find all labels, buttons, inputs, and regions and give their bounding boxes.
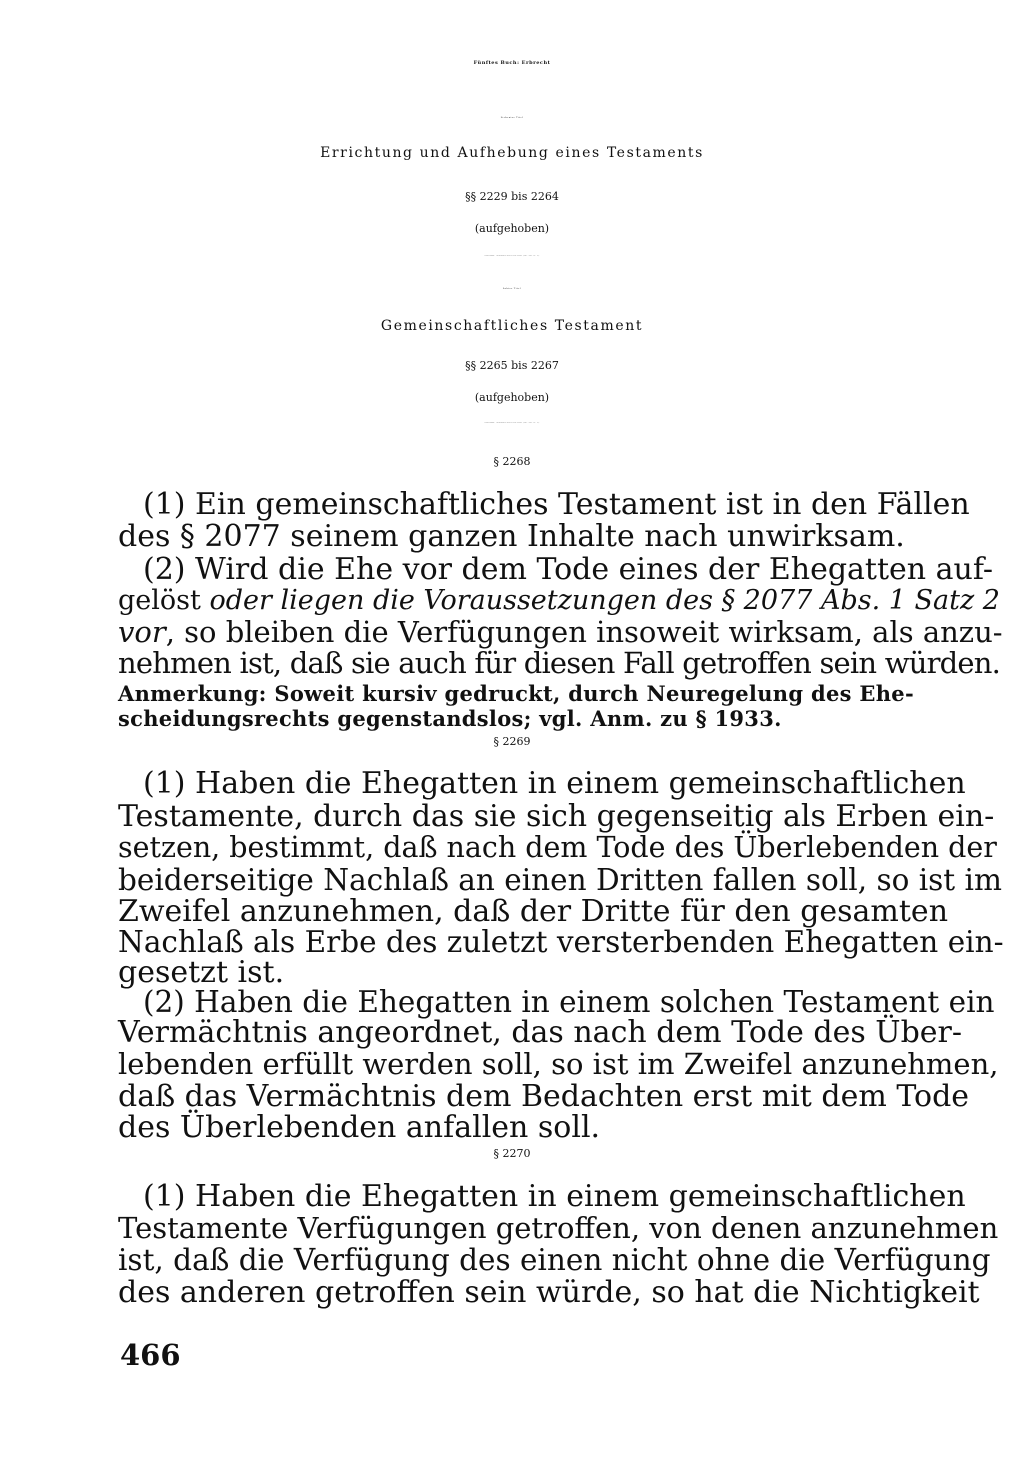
text-line: Testamente Verfügungen getroffen, von denen anzunehmen	[118, 1211, 999, 1245]
text-line: beiderseitige Nachlaß an einen Dritten fallen soll, so ist im	[118, 863, 1002, 897]
text-line: (1) Ein gemeinschaftliches Testament ist in den Fällen	[143, 487, 970, 522]
section-range: §§ 2265 bis 2267	[465, 359, 559, 372]
text-line: Vermächtnis angeordnet, das nach dem Tode des Über-	[118, 1015, 963, 1050]
text-line: lebenden erfüllt werden soll, so ist im Zweifel anzunehmen,	[118, 1047, 999, 1081]
page-number: 466	[120, 1338, 181, 1372]
text-line: setzen, bestimmt, daß nach dem Tode des Überlebenden der	[118, 831, 997, 864]
text-line: gesetzt ist.	[118, 955, 285, 990]
running-header: Fünftes Buch: Erbrecht	[473, 60, 551, 66]
text-line: Nachlaß als Erbe des zuletzt versterbenden Ehegatten ein-	[118, 925, 1004, 959]
text-line: des § 2077 seinem ganzen Inhalte nach unwirksam.	[118, 519, 905, 554]
text-line: (1) Haben die Ehegatten in einem gemeinschaftlichen	[143, 1179, 966, 1214]
text-line: Testamente, durch das sie sich gegenseitig als Erben ein-	[118, 799, 995, 834]
text-line: (2) Haben die Ehegatten in einem solchen Testament ein	[143, 985, 995, 1019]
repealed-label: (aufgehoben)	[474, 222, 550, 235]
title-name: Errichtung und Aufhebung eines Testaments	[320, 145, 704, 161]
text-line: Zweifel anzunehmen, daß der Dritte für den gesamten	[118, 894, 949, 929]
annotation: Anmerkung: Aufgehoben durch das TestG (vgl. Anh. Nr. 9).	[484, 256, 540, 257]
text-line: gelöst oder liegen die Voraussetzungen des § 2077 Abs. 1 Satz 2	[118, 585, 1000, 616]
text-line: ist, daß die Verfügung des einen nicht ohne die Verfügung	[118, 1243, 991, 1277]
title-number: Siebenter Titel	[500, 117, 524, 119]
section-heading: § 2270	[493, 1147, 531, 1160]
text-line: (2) Wird die Ehe vor dem Tode eines der Ehegatten auf-	[143, 552, 994, 587]
text-line: nehmen ist, daß sie auch für diesen Fall getroffen sein würden.	[118, 646, 1001, 680]
text-line: des anderen getroffen sein würde, so hat die Nichtigkeit	[118, 1275, 980, 1310]
annotation: scheidungsrechts gegenstandslos; vgl. Anm. zu § 1933.	[118, 706, 782, 731]
section-heading: § 2269	[493, 735, 531, 748]
annotation: Anmerkung: Aufgehoben durch das TestG (vgl. Anh. Nr. 9).	[484, 423, 540, 424]
repealed-label: (aufgehoben)	[474, 391, 550, 404]
section-range: §§ 2229 bis 2264	[465, 190, 559, 203]
title-name: Gemeinschaftliches Testament	[380, 318, 644, 334]
title-number: Achter Titel	[502, 288, 522, 290]
text-line: daß das Vermächtnis dem Bedachten erst mit dem Tode	[118, 1079, 970, 1114]
section-heading: § 2268	[493, 455, 531, 468]
text-line: vor, so bleiben die Verfügungen insoweit wirksam, als anzu-	[118, 615, 1003, 649]
text-line: (1) Haben die Ehegatten in einem gemeinschaftlichen	[143, 766, 966, 801]
text-line: des Überlebenden anfallen soll.	[118, 1110, 601, 1145]
annotation: Anmerkung: Soweit kursiv gedruckt, durch Neuregelung des Ehe-	[118, 681, 914, 706]
